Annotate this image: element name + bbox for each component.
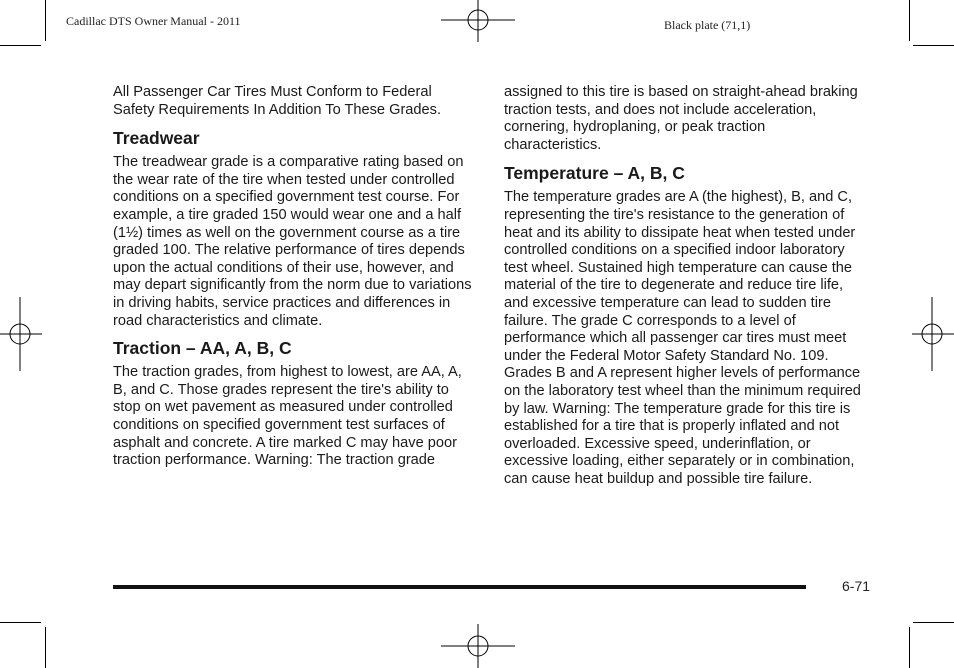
running-header-title: Cadillac DTS Owner Manual - 2011 xyxy=(66,14,241,28)
intro-paragraph: All Passenger Car Tires Must Conform to Federal Safety Requirements In Addition To These Grades. xyxy=(113,84,442,118)
registration-mark-top xyxy=(441,0,515,42)
crop-mark xyxy=(909,0,910,41)
footer-rule xyxy=(113,585,806,589)
crop-mark xyxy=(0,45,41,46)
temperature-heading: Temperature – A, B, C xyxy=(504,163,685,184)
right-column xyxy=(504,84,866,488)
treadwear-heading: Treadwear xyxy=(113,128,200,149)
page-number: 6-71 xyxy=(842,578,871,594)
treadwear-paragraph: The treadwear grade is a comparative rating based on the wear rate of the tire when tested under controlled conditions on a specified government test course. For example, a tire graded 150 would wear one and a half (1½) times as well on the government course as a tire graded 100. The relative performance of tires depends upon the actual conditions of their use, however, and may depart significantly from the norm due to variations in driving habits, service practices and differences in road characteristics and climate. xyxy=(113,154,472,329)
crop-mark xyxy=(909,627,910,668)
registration-mark-right xyxy=(912,297,954,371)
running-header-plate: Black plate (71,1) xyxy=(664,18,751,32)
registration-mark-left xyxy=(0,297,42,371)
crop-mark xyxy=(0,622,41,623)
crop-mark xyxy=(913,45,954,46)
traction-paragraph: The traction grades, from highest to lowest, are AA, A, B, and C. Those grades represent the tire's ability to stop on wet pavement as measured under controlled conditions on specified government test surfaces of asphalt and concrete. A tire marked C may have poor traction performance. Warning: The traction grade xyxy=(113,364,462,469)
crop-mark xyxy=(45,0,46,41)
traction-heading: Traction – AA, A, B, C xyxy=(113,338,292,359)
registration-mark-bottom xyxy=(441,624,515,668)
crop-mark xyxy=(913,622,954,623)
crop-mark xyxy=(45,627,46,668)
traction-continuation-paragraph: assigned to this tire is based on straight-ahead braking traction tests, and does not include acceleration, cornering, hydroplaning, or peak traction characteristics. xyxy=(504,84,858,153)
temperature-paragraph: The temperature grades are A (the highest), B, and C, representing the tire's resistance to the generation of heat and its ability to dissipate heat when tested under controlled conditions on a specified indoor laboratory test wheel. Sustained high temperature can cause the material of the tire to degenerate and reduce tire life, and excessive temperature can lead to sudden tire failure. The grade C corresponds to a level of performance which all passenger car tires must meet under the Federal Motor Safety Standard No. 109. Grades B and A represent higher levels of performance on the laboratory test wheel than the minimum required by law. Warning: The temperature grade for this tire is established for a tire that is properly inflated and not overloaded. Excessive speed, underinflation, or excessive loading, either separately or in combination, can cause heat buildup and possible tire failure. xyxy=(504,189,861,487)
left-column xyxy=(113,84,475,470)
